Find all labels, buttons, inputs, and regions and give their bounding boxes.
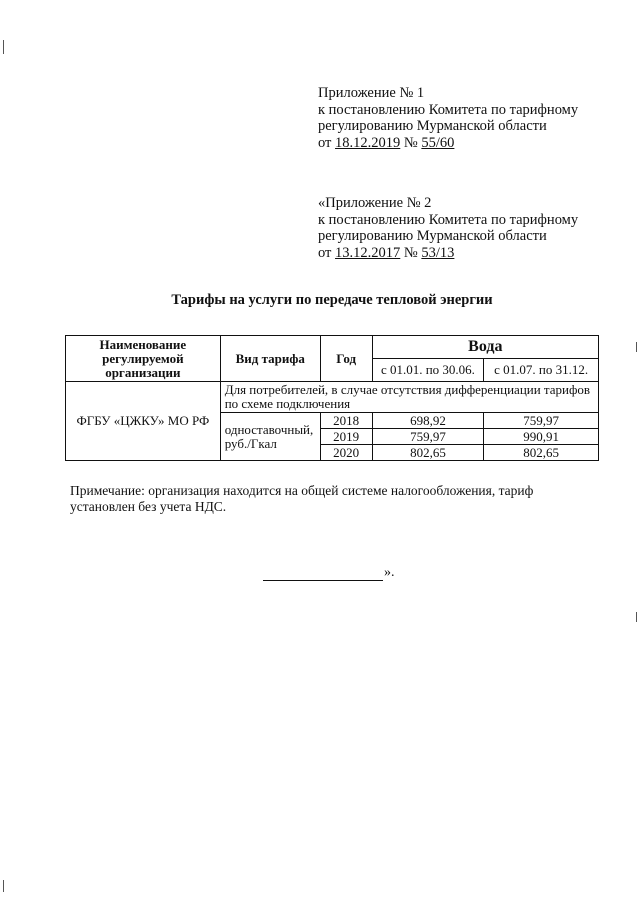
date-prefix: от — [318, 134, 332, 151]
table-header-row — [66, 336, 599, 359]
value-cell: 759,97 — [484, 413, 599, 429]
year-cell: 2018 — [320, 413, 372, 429]
closing-quote: ». — [384, 565, 395, 580]
appendix-1-number: 55/60 — [421, 134, 455, 151]
appendix-2-line: к постановлению Комитета по тарифному — [318, 211, 579, 228]
table-row — [66, 382, 599, 413]
appendix-2-number: 53/13 — [421, 244, 455, 261]
appendix-1-line: регулированию Мурманской области — [318, 118, 547, 134]
closing-mark — [263, 565, 395, 581]
scan-margin-mark — [3, 880, 4, 892]
scan-margin-mark — [636, 612, 637, 622]
page-title: Тарифы на услуги по передаче тепловой энергии — [171, 292, 493, 308]
appendix-1-header — [318, 85, 578, 151]
scan-margin-mark — [636, 342, 637, 352]
value-cell: 990,91 — [484, 429, 599, 445]
header-org: Наименование регулируемой организации — [66, 336, 221, 382]
signature-line — [263, 566, 383, 581]
value-cell: 802,65 — [484, 445, 599, 461]
tariff-kind: одноставочный, руб./Гкал — [220, 413, 320, 461]
year-cell: 2020 — [320, 445, 372, 461]
consumer-description: Для потребителей, в случае отсутствия дифференциации тарифов по схеме подключения — [220, 382, 598, 413]
header-period-2: с 01.07. по 31.12. — [484, 359, 599, 382]
value-cell: 802,65 — [372, 445, 484, 461]
year-cell: 2019 — [320, 429, 372, 445]
scan-margin-mark — [3, 40, 4, 54]
value-cell: 759,97 — [372, 429, 484, 445]
header-year: Год — [320, 336, 372, 382]
number-sign: № — [403, 134, 418, 151]
appendix-1-date-line — [318, 135, 578, 152]
header-water: Вода — [372, 336, 598, 359]
appendix-1-date: 18.12.2019 — [335, 134, 401, 151]
footnote: Примечание: организация находится на общей системе налогообложения, тариф установлен без учета НДС. — [70, 483, 534, 514]
value-cell: 698,92 — [372, 413, 484, 429]
number-sign: № — [403, 244, 418, 261]
header-period-1: с 01.01. по 30.06. — [372, 359, 484, 382]
appendix-1-line: к постановлению Комитета по тарифному — [318, 101, 579, 118]
appendix-2-header — [318, 195, 578, 261]
header-tariff-kind: Вид тарифа — [220, 336, 320, 382]
appendix-2-line: «Приложение № 2 — [318, 195, 432, 211]
tariff-table — [65, 335, 599, 461]
appendix-2-line: регулированию Мурманской области — [318, 228, 547, 244]
date-prefix: от — [318, 244, 332, 261]
appendix-2-date: 13.12.2017 — [335, 244, 401, 261]
org-name: ФГБУ «ЦЖКУ» МО РФ — [66, 382, 221, 461]
appendix-1-line: Приложение № 1 — [318, 85, 425, 101]
appendix-2-date-line — [318, 245, 578, 262]
